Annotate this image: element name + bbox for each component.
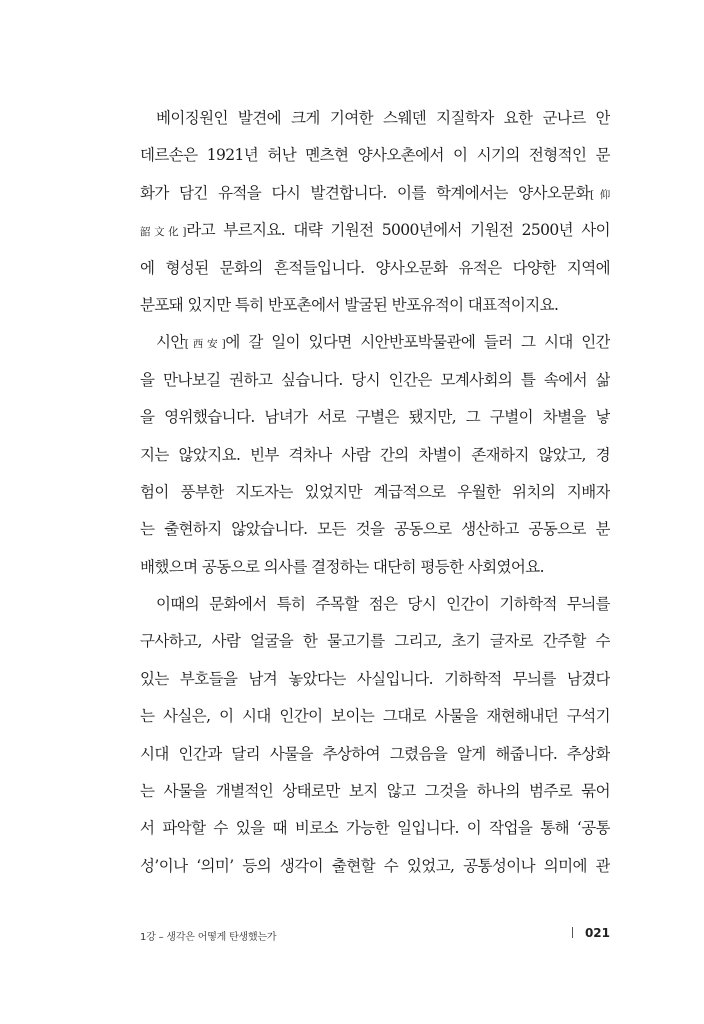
page-footer xyxy=(140,924,610,944)
text-line xyxy=(140,362,610,399)
text-line xyxy=(140,175,610,212)
text-span: 에 갈 일이 있다면 시안반포박물관에 들러 그 시대 인간 xyxy=(225,333,610,352)
text-span: 데르손은 1921년 허난 몐츠현 양사오촌에서 이 시기의 전형적인 문 xyxy=(140,146,610,165)
hanja-annotation: [仰 xyxy=(590,188,610,201)
text-line xyxy=(140,437,610,474)
text-span: 을 영위했습니다. 남녀가 서로 구별은 됐지만, 그 구별이 차별을 낳 xyxy=(140,408,610,427)
text-span: 서 파악할 수 있을 때 비로소 가능한 일입니다. 이 작업을 통해 ‘공통 xyxy=(140,819,610,838)
text-span: 을 만나보길 권하고 싶습니다. 당시 인간은 모계사회의 틀 속에서 삶 xyxy=(140,370,610,389)
text-span: 에 형성된 문화의 흔적들입니다. 양사오문화 유적은 다양한 지역에 xyxy=(140,258,610,277)
text-line xyxy=(140,511,610,548)
text-line xyxy=(140,212,610,249)
text-line xyxy=(140,100,610,137)
text-span: 구사하고, 사람 얼굴을 한 물고기를 그리고, 초기 글자로 간주할 수 xyxy=(140,632,610,651)
text-line xyxy=(140,549,610,586)
text-span: 는 사실은, 이 시대 인간이 보이는 그대로 사물을 재현해내던 구석기 xyxy=(140,707,610,726)
text-span: 는 출현하지 않았습니다. 모든 것을 공동으로 생산하고 공동으로 분 xyxy=(140,520,610,539)
text-span: 지는 않았지요. 빈부 격차나 사람 간의 차별이 존재하지 않았고, 경 xyxy=(140,445,610,464)
text-line xyxy=(140,848,610,885)
text-span: 이때의 문화에서 특히 주목할 점은 당시 인간이 기하학적 무늬를 xyxy=(156,595,610,614)
text-line xyxy=(140,399,610,436)
text-line xyxy=(140,773,610,810)
text-span: 배했으며 공동으로 의사를 결정하는 대단히 평등한 사회였어요. xyxy=(140,557,544,576)
text-line xyxy=(140,810,610,847)
text-span: 시대 인간과 달리 사물을 추상하여 그렸음을 알게 해줍니다. 추상화 xyxy=(140,744,610,763)
text-line xyxy=(140,474,610,511)
text-line xyxy=(140,324,610,361)
text-line xyxy=(140,623,610,660)
text-line xyxy=(140,698,610,735)
text-span: 성’이나 ‘의미’ 등의 생각이 출현할 수 있었고, 공통성이나 의미에 관 xyxy=(140,856,610,875)
text-span: 는 사물을 개별적인 상태로만 보지 않고 그것을 하나의 범주로 묶어 xyxy=(140,782,610,801)
text-line xyxy=(140,250,610,287)
page-number: 021 xyxy=(584,926,610,940)
text-span: 베이징원인 발견에 크게 기여한 스웨덴 지질학자 요한 군나르 안 xyxy=(156,109,610,127)
text-span: 화가 담긴 유적을 다시 발견합니다. 이를 학계에서는 양사오문화 xyxy=(140,183,591,202)
text-line xyxy=(140,586,610,623)
text-line xyxy=(140,137,610,174)
text-line xyxy=(140,287,610,324)
text-span: 분포돼 있지만 특히 반포촌에서 발굴된 반포유적이 대표적이지요. xyxy=(140,295,559,314)
text-span: 있는 부호들을 남겨 놓았다는 사실입니다. 기하학적 무늬를 남겼다 xyxy=(140,669,610,688)
text-span: 라고 부르지요. 대략 기원전 5000년에서 기원전 2500년 사이 xyxy=(186,221,610,240)
text-span: 시안 xyxy=(156,333,185,352)
footer-separator xyxy=(572,927,573,938)
page-number-block xyxy=(572,926,610,940)
body-text xyxy=(140,100,610,885)
running-footer-chapter: 1강 – 생각은 어떻게 탄생했는가 xyxy=(140,932,277,943)
text-span: 험이 풍부한 지도자는 있었지만 계급적으로 우월한 위치의 지배자 xyxy=(140,482,610,501)
text-line xyxy=(140,661,610,698)
text-line xyxy=(140,736,610,773)
hanja-annotation: [西安] xyxy=(184,338,226,351)
hanja-annotation: 韶文化] xyxy=(140,226,187,239)
